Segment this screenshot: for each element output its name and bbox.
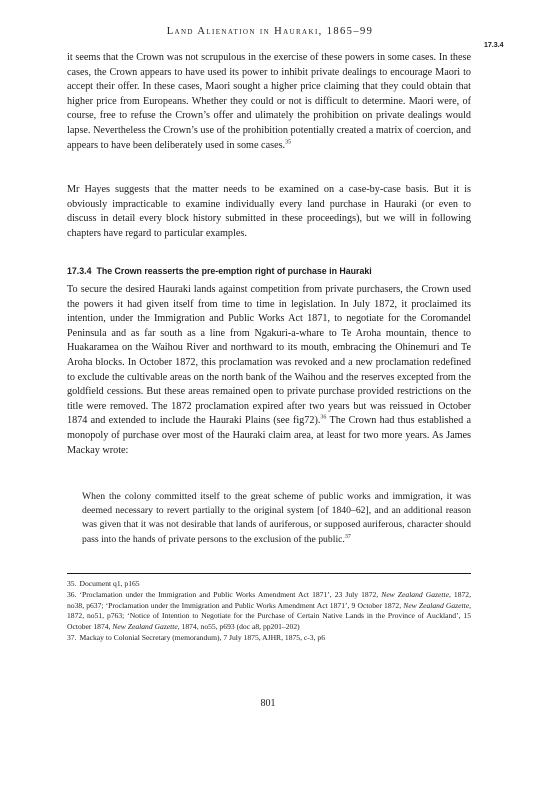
footnote-ref-36[interactable]: 36 bbox=[320, 414, 327, 421]
footnote-divider bbox=[67, 573, 471, 574]
block-quote bbox=[82, 490, 471, 547]
footnote-text: , 1874, no55, p693 (doc a8, pp201–202) bbox=[177, 621, 300, 631]
paragraph-coercion bbox=[67, 51, 471, 153]
page-number: 801 bbox=[260, 698, 276, 709]
footnote-publication-title: New Zealand Gazette bbox=[381, 590, 449, 600]
paragraph-text: it seems that the Crown was not scrupulous in the exercise of these powers in some cases. In these cases, the Crown appears to have used its power to inhibit private dealings to encourage Maori to accept their offer. In these cases, Maori sought a higher price claiming that they could obtain that higher price from Europeans. Whether they could or not is difficult to determine. Maori were, of course, free to refuse the Crown’s offer and ulimately the prohibition on private dealings would lapse. Nevertheless the Crown’s use of the prohibition potentially created a matrix of coercion, and appears to have been deliberately used in some cases. bbox=[67, 52, 471, 151]
footnote-ref-35[interactable]: 35 bbox=[285, 139, 292, 146]
footnote-item bbox=[67, 633, 471, 643]
paragraph-hayes bbox=[67, 183, 471, 241]
footnote-number: 37. bbox=[67, 633, 77, 643]
quote-text: When the colony committed itself to the great scheme of public works and immigration, it was deemed necessary to revert partially to the original system [of 1840–62], and an additional reason was given that it was not desirable that lands of auriferous, or supposed auriferous, character should pass into the hands of private persons to the exclusion of the public. bbox=[82, 491, 471, 545]
section-heading-number: 17.3.4 bbox=[67, 266, 92, 276]
paragraph-text: Mr Hayes suggests that the matter needs to be examined on a case-by-case basis. But it is obviously impracticable to examine individually every land purchase in Hauraki (or even to discuss in detail every block history submitted in these proceedings), but we will in following chapters have regard to particular examples. bbox=[67, 184, 471, 239]
footnotes-list bbox=[67, 579, 471, 644]
footnote-text: ‘Proclamation under the Immigration and Public Works Amendment Act 1871’, 23 July 1872, bbox=[79, 590, 382, 600]
footnote-text: , 1872, no38, p637; ‘Proclamation under the Immigration and Public Works Amendment Act 1871’, 9 October 1872, bbox=[67, 590, 471, 610]
running-title: Land Alienation in Hauraki, 1865–99 bbox=[166, 26, 374, 37]
section-heading bbox=[67, 266, 471, 276]
paragraph-preemption bbox=[67, 283, 471, 458]
paragraph-text-continued: The Crown had thus established a monopoly of purchase over most of the Hauraki claim area, at least for two more years. As James Mackay wrote: bbox=[67, 415, 471, 456]
footnote-publication-title: New Zealand Gazette bbox=[403, 600, 470, 610]
footnote-publication-title: New Zealand Gazette bbox=[112, 621, 178, 631]
footnote-ref-37[interactable]: 37 bbox=[344, 533, 351, 540]
footnote-item bbox=[67, 579, 471, 589]
footnote-number: 36. bbox=[67, 590, 77, 600]
section-tag: 17.3.4 bbox=[484, 42, 504, 49]
footnote-text: , 1872, no51, p763; ‘Notice of Intention to Negotiate for the Purchase of Certain Native Lands in the Province of Auckland’, 15 October 1874, bbox=[67, 600, 471, 631]
paragraph-text: To secure the desired Hauraki lands against competition from private purchasers, the Crown used the powers it had given itself from time to time in legislation. In July 1872, it proclaimed its intention, under the Immigration and Public Works Act 1871, to negotiate for the Coromandel Peninsula and as far south as a line from Ngakuri-a-whare to Te Aroha mountain, thence to Huakaramea on the Waihou River and northward to its mouth, embracing the Ohinemuri and Te Aroha blocks. In October 1872, this proclamation was revoked and a new proclamation redefined to exclude the cultivable areas on the north bank of the Waihou and the reserves excepted from the goldfield cessions. But these areas remained open to private purchase provided restrictions on the title were removed. The 1872 proclamation expired after two years but was reissued in October 1874 and extended to include the Hauraki Plains (see fig72). bbox=[67, 284, 471, 427]
footnote-text: Document q1, p165 bbox=[79, 579, 140, 588]
footnote-item bbox=[67, 590, 471, 632]
section-heading-title: The Crown reasserts the pre-emption right of purchase in Hauraki bbox=[96, 266, 372, 276]
footnote-text: Mackay to Colonial Secretary (memorandum), 7 July 1875, AJHR, 1875, c-3, p6 bbox=[79, 633, 325, 643]
footnote-number: 35. bbox=[67, 579, 77, 588]
